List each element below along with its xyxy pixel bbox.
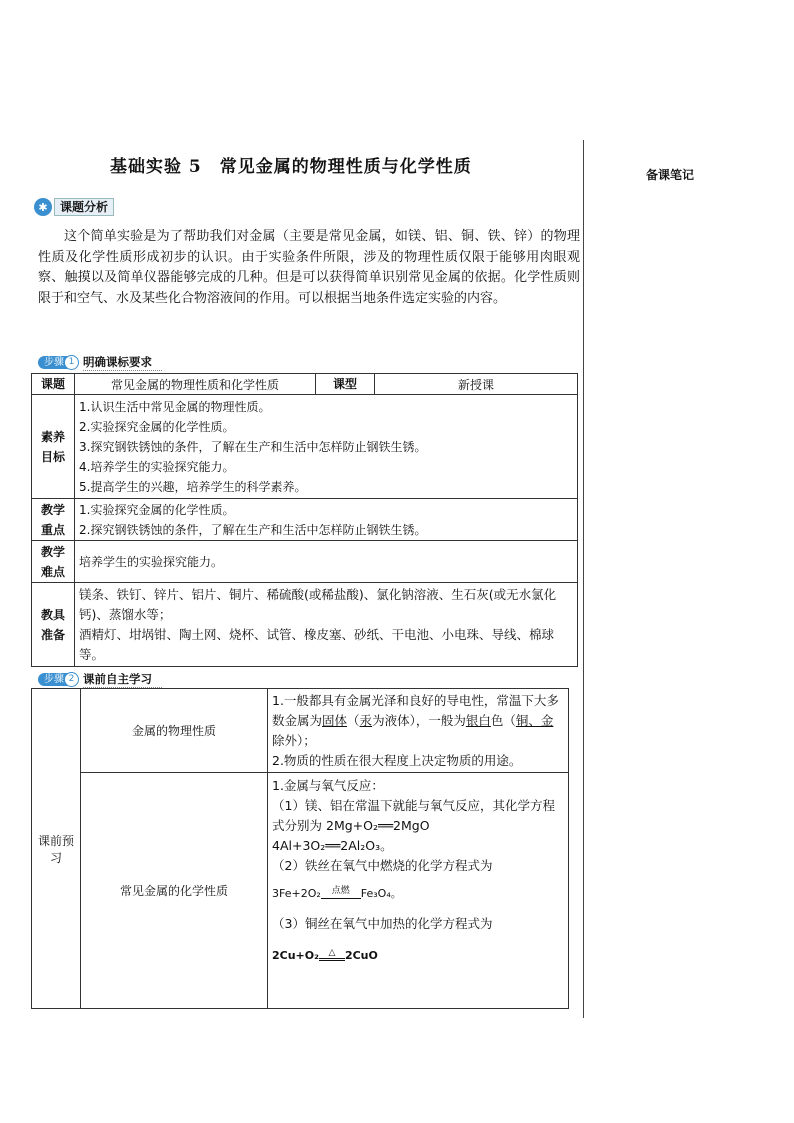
analysis-label: 课题分析 <box>54 198 114 216</box>
equation: 2Mg+O₂══2MgO <box>326 818 430 833</box>
list-item: 3.探究钢铁锈蚀的条件，了解在生产和生活中怎样防止钢铁生锈。 <box>79 439 427 454</box>
reaction-condition: △ <box>328 947 336 958</box>
text-segment: 为液体），一般为 <box>372 712 466 728</box>
gear-icon: ✱ <box>34 198 52 216</box>
text-segment: 色（ <box>490 712 516 728</box>
step1-number: 1 <box>64 355 79 370</box>
underlined-answer: 银白 <box>465 712 491 728</box>
list-item: 1.实验探究金属的化学性质。 <box>79 502 235 517</box>
text-segment: 除外）； <box>272 732 316 748</box>
page-title: 基础实验 5 常见金属的物理性质与化学性质 <box>110 157 472 177</box>
step2-label: 课前自主学习 <box>83 671 162 688</box>
cell-key <box>75 499 578 541</box>
cell-topic-header: 课题 <box>32 374 75 395</box>
table-row <box>32 374 578 395</box>
step1-label: 明确课标要求 <box>83 354 162 371</box>
table-row <box>32 541 578 583</box>
text-segment: Fe₃O₄。 <box>360 887 402 900</box>
step2-pill: 步骤 <box>38 673 68 686</box>
side-notes-title: 备课笔记 <box>646 168 695 182</box>
underlined-answer: 固体 <box>322 712 348 728</box>
reaction-arrow <box>321 885 361 899</box>
text-segment: 3Fe+2O₂ <box>272 887 321 900</box>
list-item: 4.培养学生的实验探究能力。 <box>79 459 235 474</box>
cell-materials-header: 教具准备 <box>32 583 75 667</box>
preview-table <box>31 688 569 1009</box>
cell-chem <box>268 773 569 1009</box>
cell-phys-header: 金属的物理性质 <box>81 689 268 773</box>
cell-type: 新授课 <box>375 374 578 395</box>
text-segment: 2CuO <box>344 949 378 962</box>
cell-difficulty-header: 教学难点 <box>32 541 75 583</box>
phys-line-1 <box>272 691 564 751</box>
list-item: 2.探究钢铁锈蚀的条件，了解在生产和生活中怎样防止钢铁生锈。 <box>79 522 427 537</box>
cell-preview-header: 课前预习 <box>32 689 81 1009</box>
step2-number: 2 <box>64 672 79 687</box>
table-row <box>32 583 578 667</box>
table-row <box>32 395 578 499</box>
table-row <box>32 689 569 773</box>
chem-line: （2）铁丝在氧气中燃烧的化学方程式为 <box>272 858 493 873</box>
underlined-answer: 汞 <box>359 712 373 728</box>
cell-topic: 常见金属的物理性质和化学性质 <box>75 374 316 395</box>
column-divider <box>583 140 584 1018</box>
cell-type-header: 课型 <box>316 374 375 395</box>
cell-chem-header: 常见金属的化学性质 <box>81 773 268 1009</box>
list-item: 酒精灯、坩埚钳、陶土网、烧杯、试管、橡皮塞、砂纸、干电池、小电珠、导线、棉球等。 <box>79 626 555 662</box>
reaction-arrow <box>319 947 345 961</box>
phys-line-2: 2.物质的性质在很大程度上决定物质的用途。 <box>272 752 522 768</box>
step1-pill: 步骤 <box>38 356 68 369</box>
list-item: 2.实验探究金属的化学性质。 <box>79 419 235 434</box>
text-segment: （1）镁、铝在常温下就能与氧气反应，其化学方程式分别为 <box>272 798 555 833</box>
analysis-paragraph: 这个简单实验是为了帮助我们对金属（主要是常见金属，如镁、铝、铜、铁、锌）的物理性质及化学性质形成初步的认识。由于实验条件所限，涉及的物理性质仅限于能够用肉眼观察、触摸以及简单仪器能够完成的几种。但是可以获得简单识别常见金属的依据。化学性质则限于和空气、水及某些化合物溶液间的作用。可以根据当地条件选定实验的内容。 <box>38 229 580 306</box>
step1-header <box>38 355 162 369</box>
chem-line: 1.金属与氧气反应： <box>272 778 384 793</box>
cell-difficulty: 培养学生的实验探究能力。 <box>75 541 578 583</box>
cell-materials <box>75 583 578 667</box>
equation: 4Al+3O₂══2Al₂O₃。 <box>272 838 393 853</box>
text-segment: 2Cu+O₂ <box>272 949 319 962</box>
list-item: 镁条、铁钉、锌片、铝片、铜片、稀硫酸(或稀盐酸)、氯化钠溶液、生石灰(或无水氯化钙)、蒸馏水等； <box>79 586 557 622</box>
cell-goals <box>75 395 578 499</box>
equation <box>272 884 564 904</box>
equation <box>272 946 564 966</box>
text-segment: （ <box>347 712 360 728</box>
curriculum-table <box>31 373 578 667</box>
step2-header <box>38 672 162 686</box>
analysis-badge <box>34 198 114 216</box>
underlined-answer: 铜、金 <box>515 712 554 728</box>
cell-goals-header: 素养目标 <box>32 395 75 499</box>
chem-line <box>272 796 564 836</box>
table-row <box>32 773 569 1009</box>
text-segment: 1.一般都具有金属光泽和良好的导电性，常温下大多数金属为 <box>272 692 559 728</box>
cell-key-header: 教学重点 <box>32 499 75 541</box>
cell-phys <box>268 689 569 773</box>
list-item: 5.提高学生的兴趣，培养学生的科学素养。 <box>79 479 307 494</box>
reaction-condition: 点燃 <box>331 885 350 896</box>
table-row <box>32 499 578 541</box>
chem-line: （3）铜丝在氧气中加热的化学方程式为 <box>272 916 493 931</box>
list-item: 1.认识生活中常见金属的物理性质。 <box>79 399 271 414</box>
